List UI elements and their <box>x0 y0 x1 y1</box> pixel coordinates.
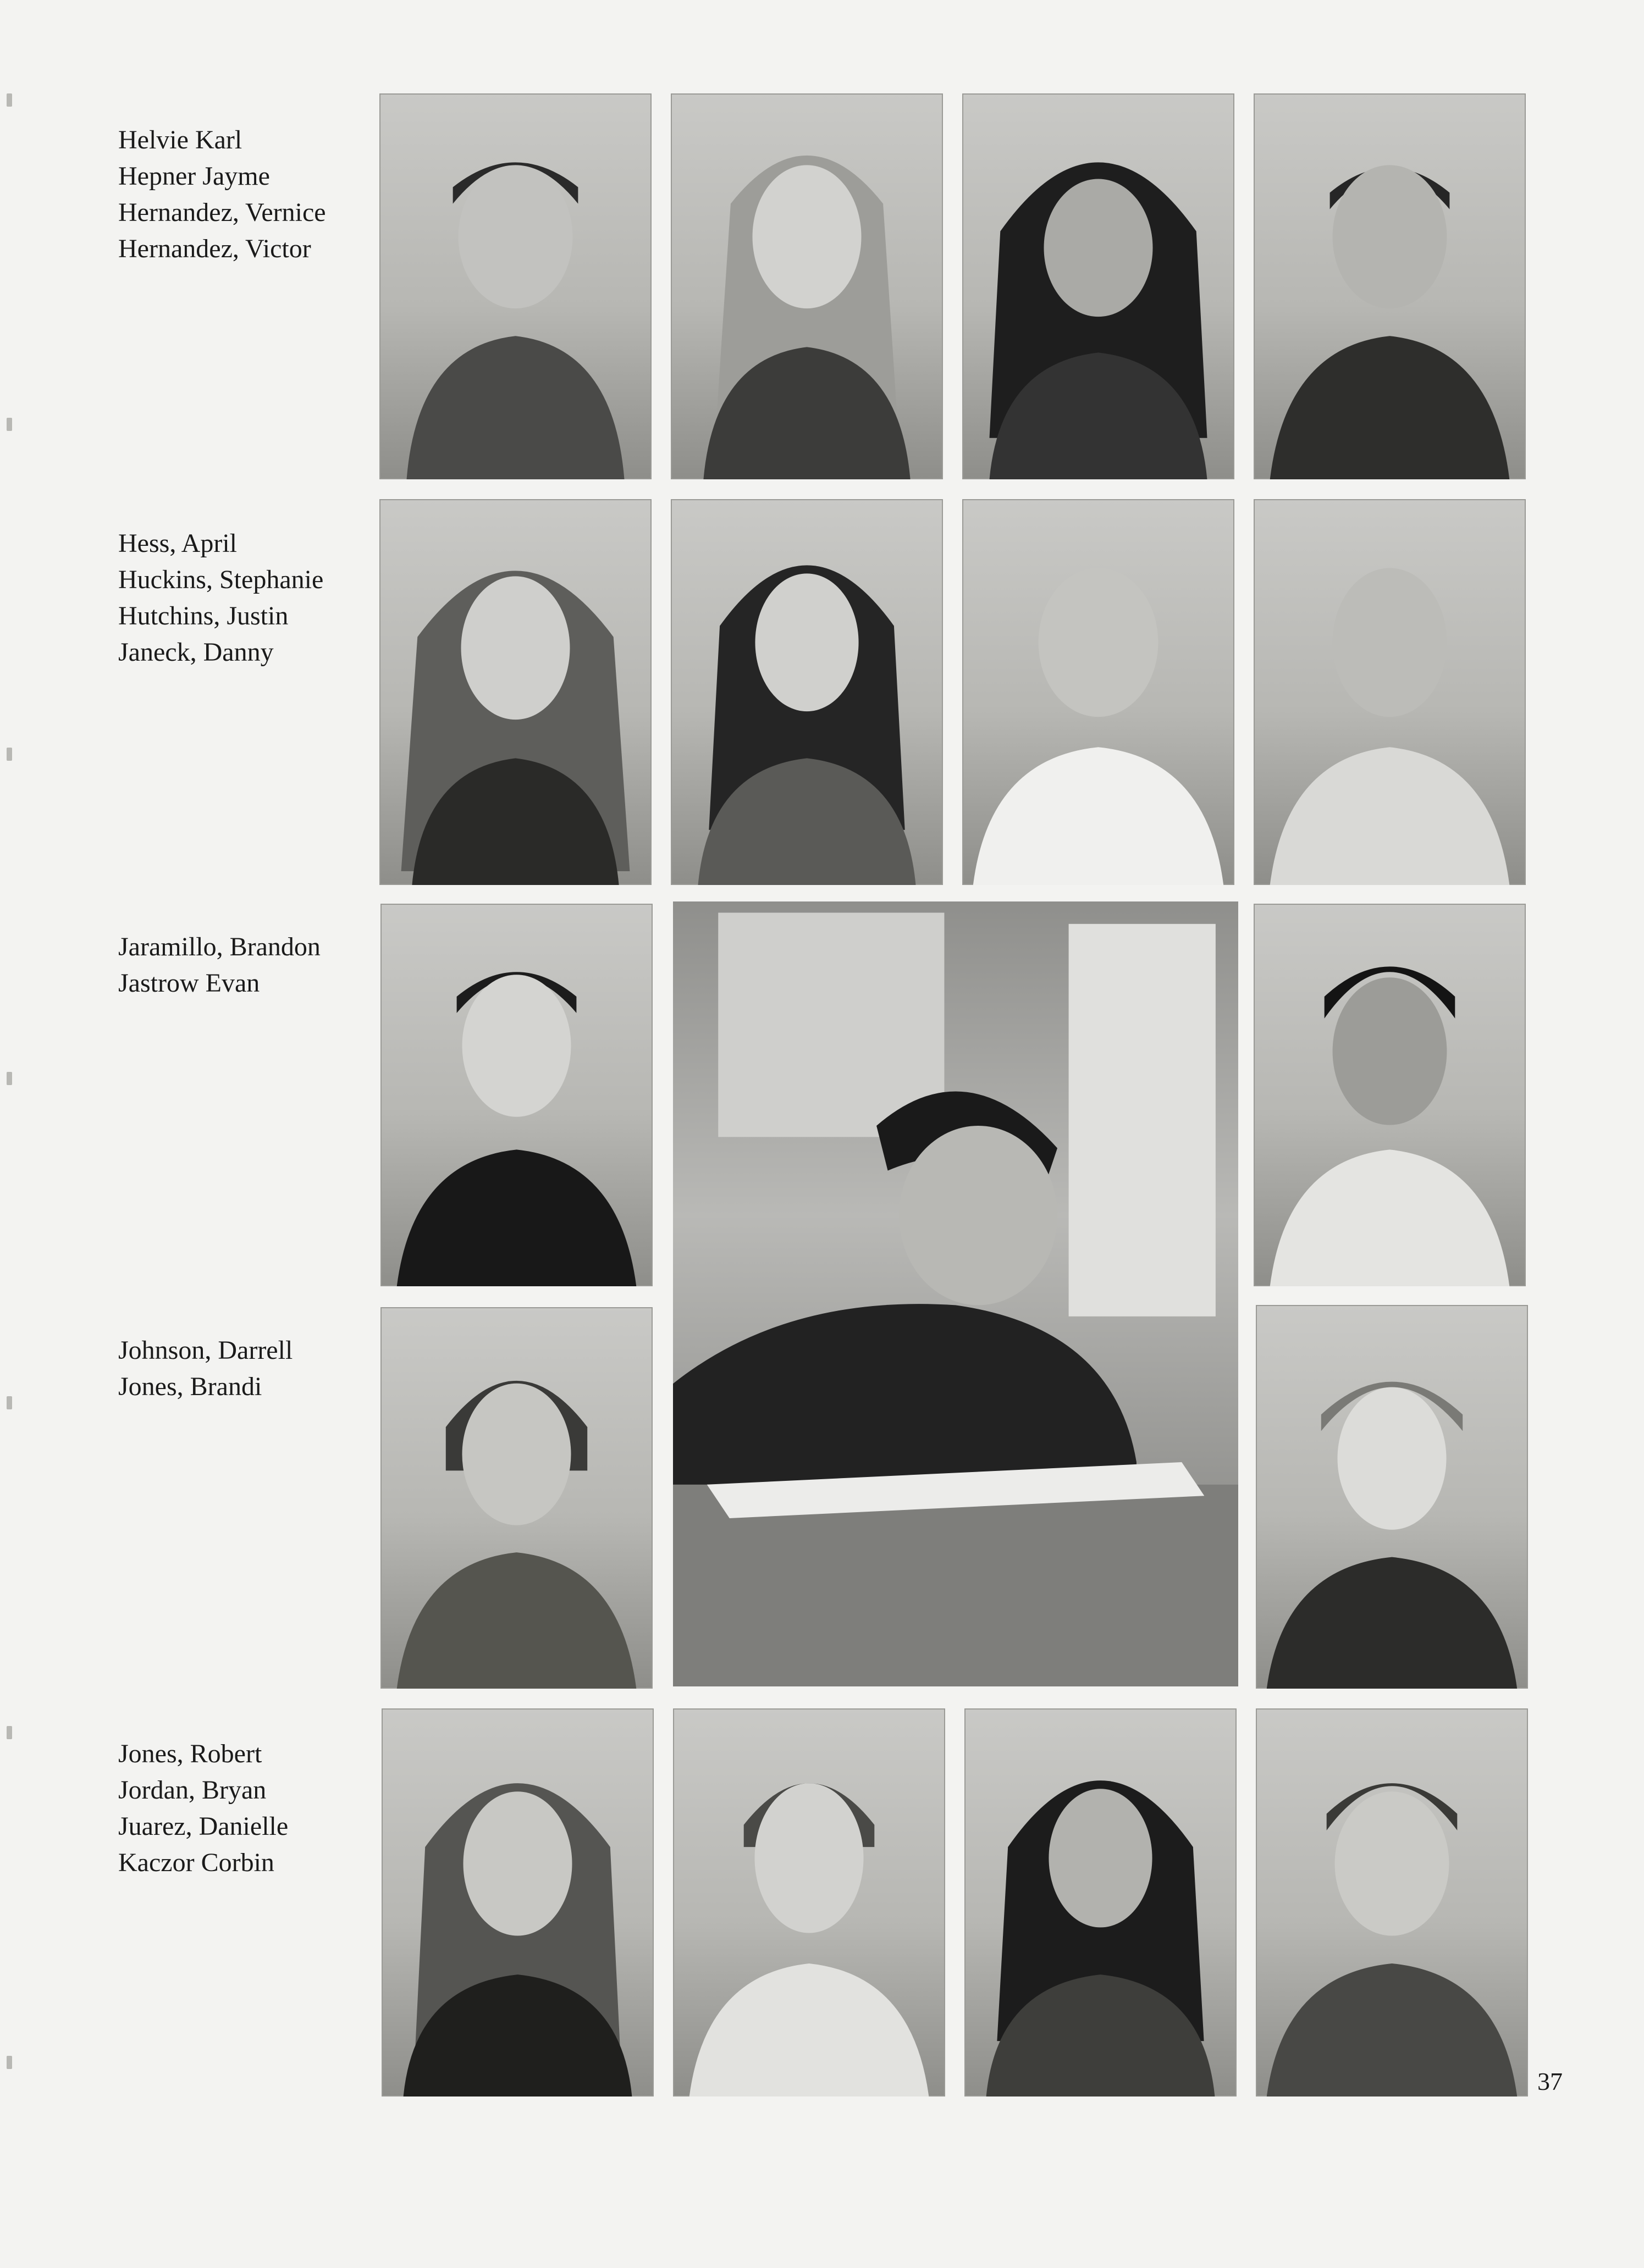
student-portrait <box>964 1708 1237 2096</box>
student-name: Helvie Karl <box>118 125 242 154</box>
student-name: Jones, Robert <box>118 1739 262 1768</box>
binder-mark <box>7 93 12 107</box>
student-name: Hess, April <box>118 529 237 558</box>
student-portrait <box>379 93 652 479</box>
name-list-row-4 <box>118 1332 293 1405</box>
student-portrait <box>1254 904 1526 1286</box>
binder-mark <box>7 1072 12 1085</box>
student-portrait <box>673 1708 945 2096</box>
binder-mark <box>7 1396 12 1409</box>
name-list-row-3 <box>118 929 321 1002</box>
student-portrait <box>1254 499 1526 885</box>
binder-mark <box>7 1726 12 1739</box>
student-portrait <box>1254 93 1526 479</box>
student-name: Kaczor Corbin <box>118 1848 274 1877</box>
student-name: Janeck, Danny <box>118 638 274 667</box>
binder-mark <box>7 2056 12 2069</box>
student-portrait <box>962 499 1234 885</box>
student-name: Hutchins, Justin <box>118 601 289 630</box>
student-portrait <box>379 499 652 885</box>
student-name: Huckins, Stephanie <box>118 565 324 594</box>
student-name: Johnson, Darrell <box>118 1336 293 1365</box>
name-list-row-1 <box>118 122 326 267</box>
student-portrait <box>671 499 943 885</box>
student-name: Jaramillo, Brandon <box>118 932 321 961</box>
page-number: 37 <box>1537 2067 1563 2095</box>
name-list-row-2 <box>118 525 323 671</box>
student-portrait <box>380 1307 653 1689</box>
student-portrait <box>671 93 943 479</box>
student-name: Hernandez, Victor <box>118 234 311 263</box>
candid-photo <box>673 901 1238 1686</box>
student-portrait <box>380 904 653 1286</box>
binder-mark <box>7 748 12 761</box>
student-portrait <box>1256 1305 1528 1689</box>
student-name: Jordan, Bryan <box>118 1775 267 1805</box>
student-portrait <box>382 1708 654 2096</box>
student-name: Hepner Jayme <box>118 162 270 191</box>
student-name: Juarez, Danielle <box>118 1812 289 1841</box>
name-list-row-5 <box>118 1736 288 1881</box>
student-name: Jastrow Evan <box>118 969 260 998</box>
student-name: Jones, Brandi <box>118 1372 262 1401</box>
student-portrait <box>1256 1708 1528 2096</box>
student-name: Hernandez, Vernice <box>118 198 326 227</box>
student-portrait <box>962 93 1234 479</box>
binder-mark <box>7 418 12 431</box>
